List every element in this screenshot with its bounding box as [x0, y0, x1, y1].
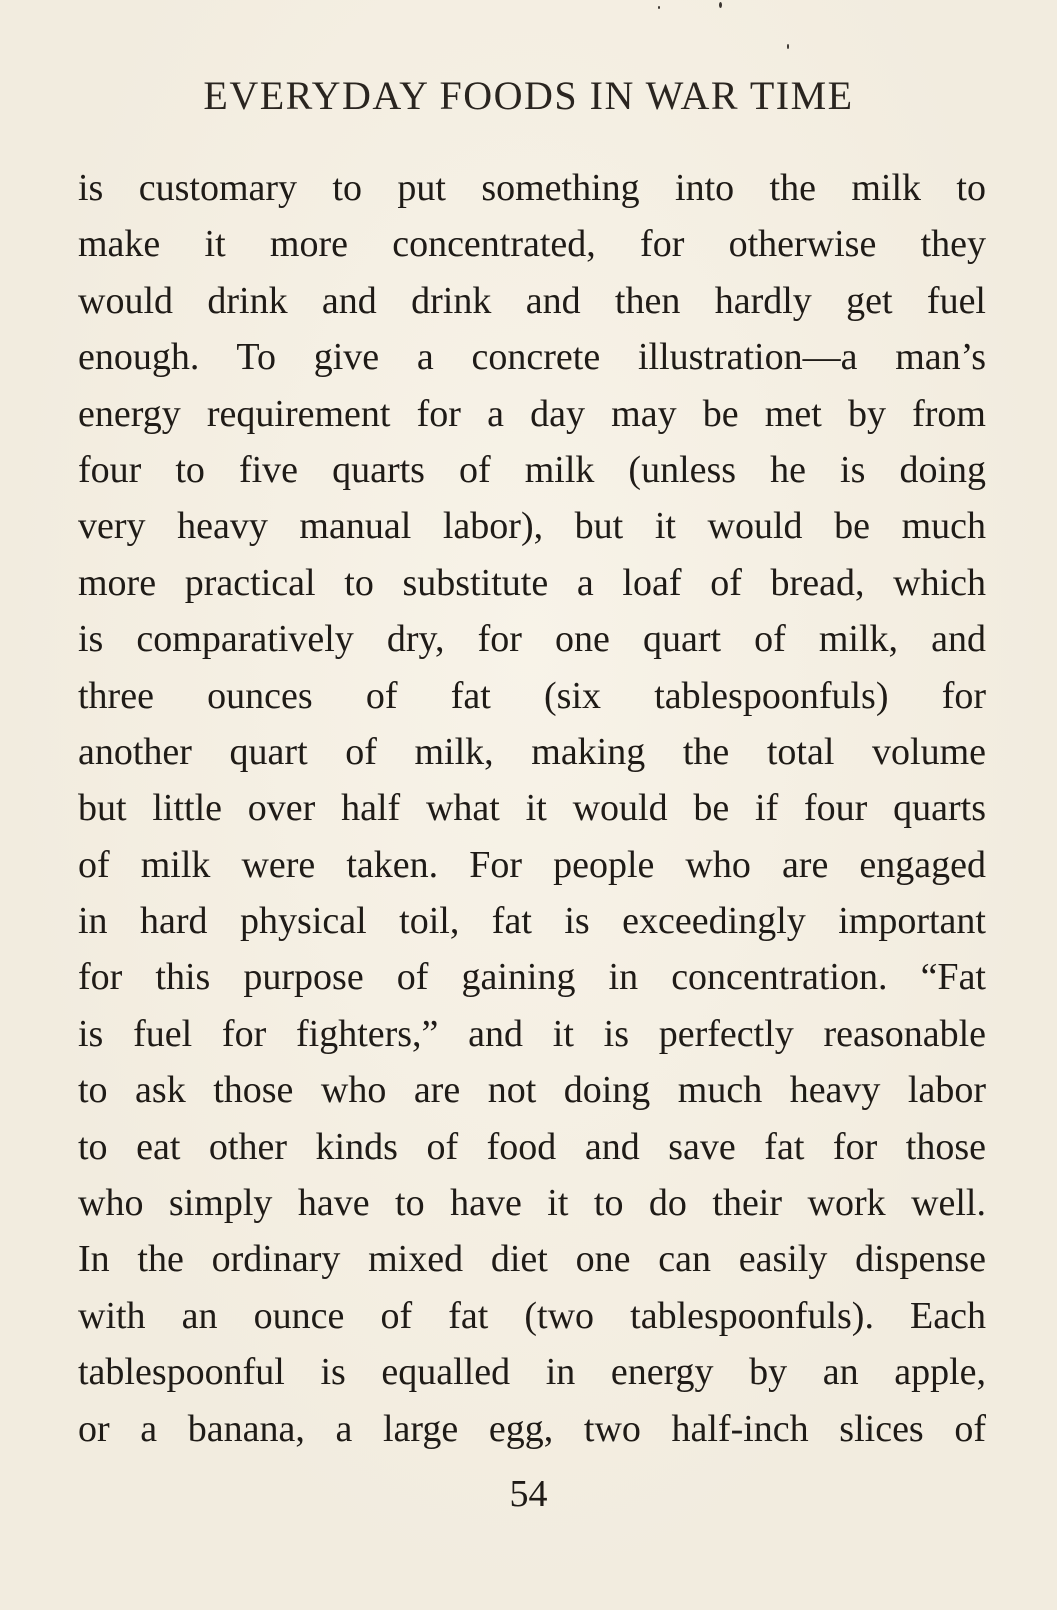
text-line: to ask those who are not doing much heavy labor — [78, 1069, 986, 1112]
text-line: to eat other kinds of food and save fat for those — [78, 1125, 986, 1168]
running-head: EVERYDAY FOODS IN WAR TIME — [203, 73, 854, 118]
print-speck — [658, 6, 660, 9]
text-line: of milk were taken. For people who are engaged — [78, 843, 986, 886]
text-line: or a banana, a large egg, two half-inch slices of — [78, 1407, 986, 1450]
text-line: In the ordinary mixed diet one can easily dispense — [78, 1238, 986, 1281]
text-line: three ounces of fat (six tablespoonfuls) for — [78, 674, 986, 717]
text-line: tablespoonful is equalled in energy by an apple, — [78, 1351, 986, 1394]
text-line: is customary to put something into the milk to — [78, 167, 986, 209]
page-number: 54 — [509, 1473, 548, 1515]
text-line: make it more concentrated, for otherwise they — [78, 223, 986, 266]
body-text — [78, 160, 986, 1457]
text-line: four to five quarts of milk (unless he is doing — [78, 448, 986, 491]
text-line: in hard physical toil, fat is exceedingly important — [78, 900, 986, 943]
text-line: more practical to substitute a loaf of bread, which — [78, 561, 986, 604]
print-speck — [787, 44, 789, 49]
text-line: would drink and drink and then hardly get fuel — [78, 279, 986, 322]
text-line: another quart of milk, making the total volume — [78, 730, 986, 773]
text-line: very heavy manual labor), but it would be much — [78, 505, 986, 548]
text-line: for this purpose of gaining in concentration. “Fat — [78, 956, 986, 999]
text-line: energy requirement for a day may be met by from — [78, 392, 986, 435]
text-line: who simply have to have it to do their work well. — [78, 1182, 986, 1225]
print-speck — [719, 2, 722, 8]
text-line: is comparatively dry, for one quart of milk, and — [78, 618, 986, 661]
text-line: with an ounce of fat (two tablespoonfuls). Each — [78, 1294, 986, 1337]
text-line: but little over half what it would be if four quarts — [78, 787, 986, 830]
text-line: enough. To give a concrete illustration—a man’s — [78, 336, 986, 379]
text-line: is fuel for fighters,” and it is perfectly reasonable — [78, 1012, 986, 1055]
